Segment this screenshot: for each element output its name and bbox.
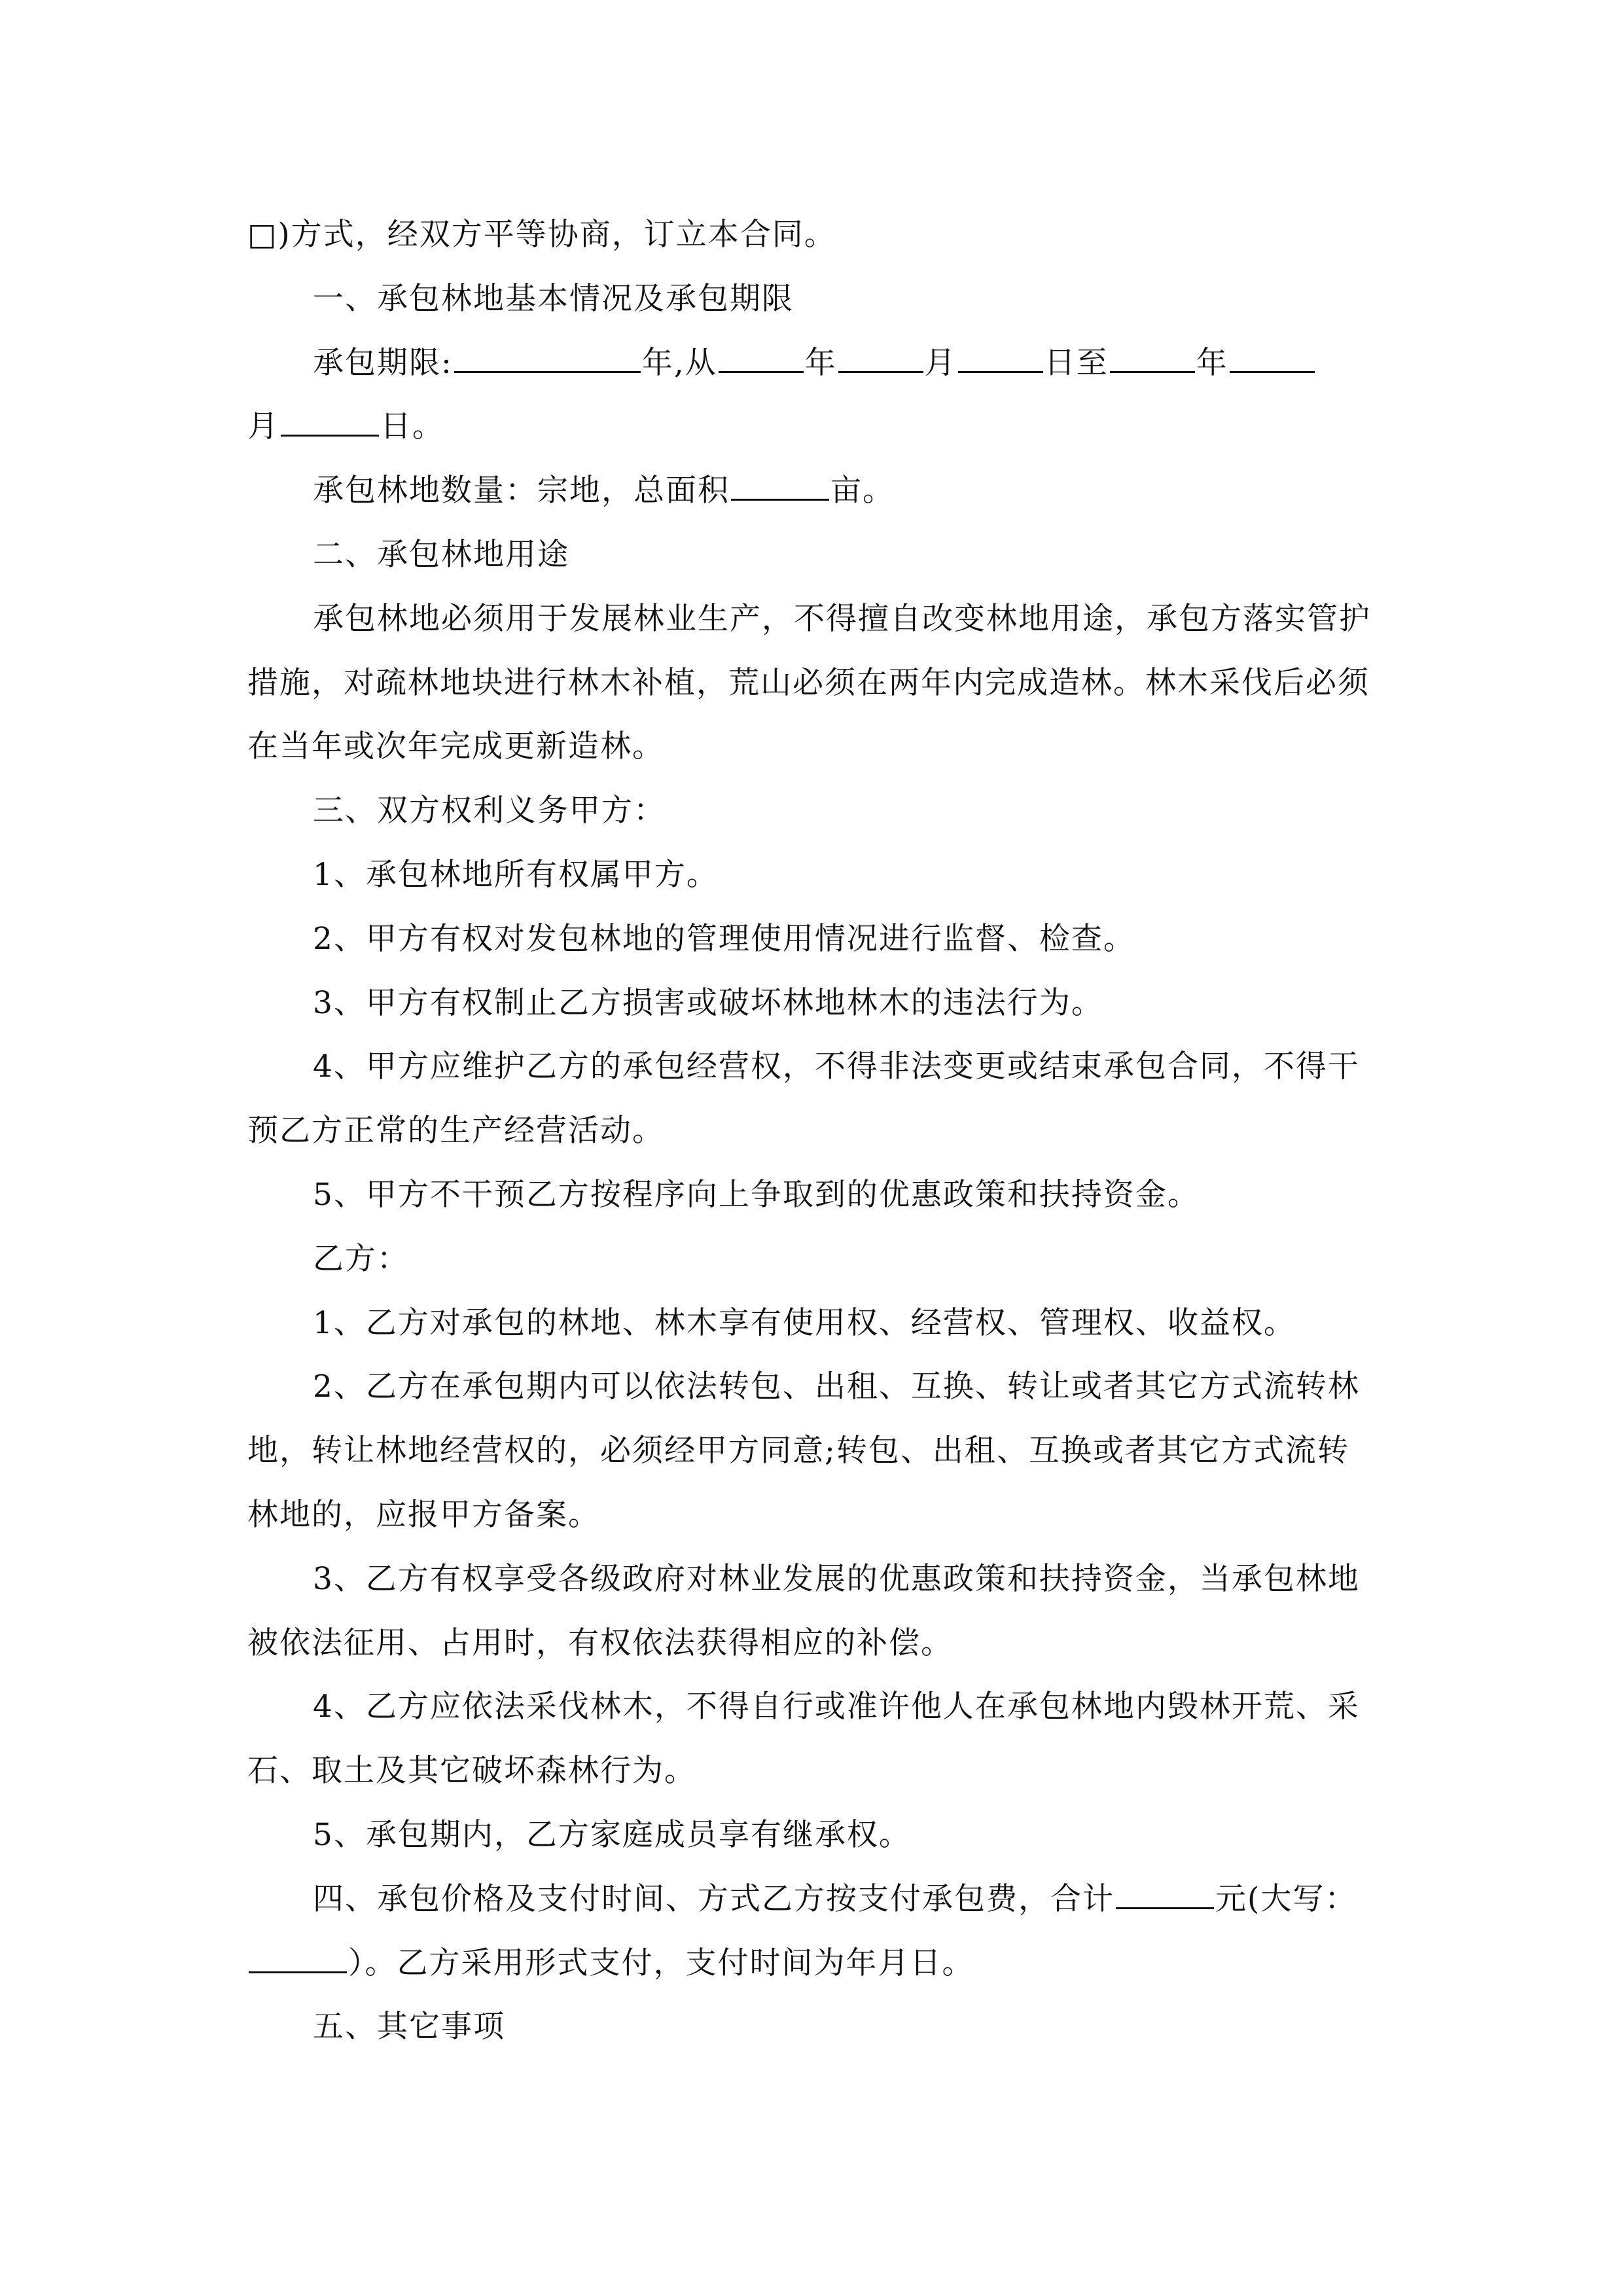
term-line (247, 331, 1380, 395)
section-heading-1 (247, 267, 1380, 331)
text-line (247, 1611, 1380, 1676)
blank-field (454, 342, 641, 373)
text-line (247, 1355, 1380, 1419)
blank-field (1116, 1878, 1214, 1909)
blank-field (249, 1943, 347, 1973)
text: □)方式，经双方平等协商，订立本合同。 (247, 217, 836, 253)
text: 三、双方权利义务甲方： (313, 793, 666, 829)
month-label: 月 (924, 344, 957, 381)
text-line (247, 1483, 1380, 1547)
day-label-2: 日。 (380, 408, 444, 445)
text: 3、甲方有权制止乙方损害或破坏林地林木的违法行为。 (313, 984, 1103, 1021)
price-line-2 (247, 1931, 1380, 1996)
blank-field (1110, 342, 1195, 373)
text: 措施，对疏林地块进行林木补植，荒山必须在两年内完成造林。林木采伐后必须 (247, 664, 1370, 701)
term-label: 承包期限: (313, 344, 453, 381)
month-label-2: 月 (247, 408, 279, 445)
blank-field (1230, 342, 1315, 373)
text-line (247, 843, 1380, 907)
year-label: 年 (804, 344, 837, 381)
section-heading-5 (247, 1995, 1380, 2059)
suffix: 亩。 (830, 473, 895, 509)
text-line (247, 651, 1380, 715)
term-year-label: 年,从 (641, 344, 717, 381)
blank-field (838, 342, 923, 373)
blank-field (958, 342, 1043, 373)
blank-field (281, 406, 379, 437)
text: 预乙方正常的生产经营活动。 (247, 1113, 664, 1149)
blank-field (719, 342, 804, 373)
area-line (247, 459, 1380, 523)
text-line (247, 587, 1380, 651)
text: 在当年或次年完成更新造林。 (247, 728, 664, 765)
text-line (247, 1163, 1380, 1227)
text-line (247, 1739, 1380, 1803)
text: 石、取土及其它破坏森林行为。 (247, 1753, 696, 1789)
year-label-2: 年 (1196, 344, 1228, 381)
price-line (247, 1867, 1380, 1931)
text: 五、其它事项 (313, 2009, 505, 2045)
text: ）。乙方采用形式支付，支付时间为年月日。 (348, 1945, 974, 1981)
section-heading-3 (247, 779, 1380, 843)
text: 被依法征用、占用时，有权依法获得相应的补偿。 (247, 1624, 953, 1661)
text: 3、乙方有权享受各级政府对林业发展的优惠政策和扶持资金，当承包林地 (313, 1560, 1360, 1597)
text: 2、乙方在承包期内可以依法转包、出租、互换、转让或者其它方式流转林 (313, 1369, 1360, 1405)
suffix: 元(大写： (1215, 1880, 1357, 1917)
text: 4、乙方应依法采伐林木，不得自行或准许他人在承包林地内毁林开荒、采 (313, 1689, 1360, 1725)
contract-body (247, 203, 1380, 2059)
text: 5、甲方不干预乙方按程序向上争取到的优惠政策和扶持资金。 (313, 1176, 1200, 1213)
party-b-heading (247, 1227, 1380, 1291)
text-line (247, 1035, 1380, 1099)
text: 林地的，应报甲方备案。 (247, 1496, 600, 1533)
text: 四、承包价格及支付时间、方式乙方按支付承包费，合计 (313, 1880, 1115, 1917)
text: 1、乙方对承包的林地、林木享有使用权、经营权、管理权、收益权。 (313, 1304, 1296, 1341)
term-line-2 (247, 395, 1380, 459)
text: 2、甲方有权对发包林地的管理使用情况进行监督、检查。 (313, 920, 1135, 957)
text-line (247, 1291, 1380, 1355)
text-line (247, 715, 1380, 779)
text: 承包林地数量：宗地，总面积 (313, 473, 730, 509)
text-line (247, 203, 1380, 267)
day-to-label: 日至 (1044, 344, 1109, 381)
text: 4、甲方应维护乙方的承包经营权，不得非法变更或结束承包合同，不得干 (313, 1049, 1360, 1085)
text: 1、承包林地所有权属甲方。 (313, 856, 719, 893)
text-line (247, 1803, 1380, 1867)
section-heading-2 (247, 523, 1380, 587)
text-line (247, 1675, 1380, 1739)
text: 乙方： (313, 1240, 409, 1277)
text-line (247, 907, 1380, 971)
text-line (247, 971, 1380, 1035)
text-line (247, 1419, 1380, 1483)
text: 地，转让林地经营权的，必须经甲方同意;转包、出租、互换或者其它方式流转 (247, 1433, 1349, 1469)
blank-field (731, 470, 829, 501)
text: 承包林地必须用于发展林业生产，不得擅自改变林地用途，承包方落实管护 (313, 600, 1371, 637)
text: 二、承包林地用途 (313, 536, 569, 573)
text: 5、承包期内，乙方家庭成员享有继承权。 (313, 1816, 911, 1853)
text: 一、承包林地基本情况及承包期限 (313, 280, 794, 317)
text-line (247, 1099, 1380, 1163)
text-line (247, 1547, 1380, 1611)
